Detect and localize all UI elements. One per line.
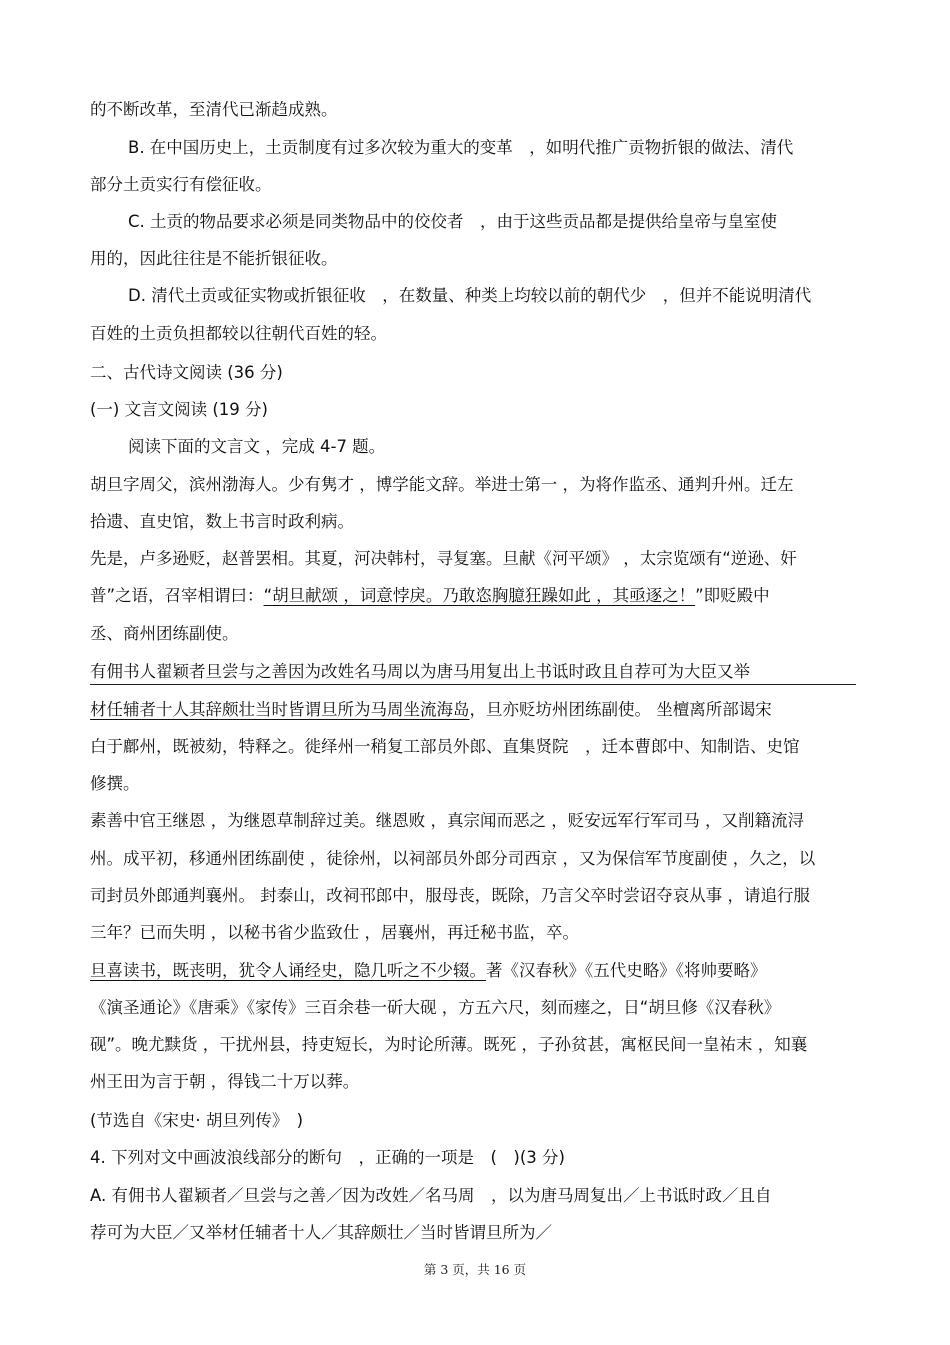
question-4-option-a: A. 有佣书人翟颖者／旦尝与之善／因为改姓／名马周 ，以为唐马周复出／上书诋时政／且自 [90, 1186, 772, 1205]
text-line: 的不断改革，至清代已渐趋成熟。 [90, 100, 338, 119]
passage-line: 州。成平初，移通州团练副使 ，徒徐州，以祠部员外郎分司西京 ，又为保信军节度副使 ，久之，以 [90, 849, 816, 868]
option-d-line: D. 清代土贡或征实物或折银征收 ，在数量、种类上均较以前的朝代少 ，但并不能说明清代 [128, 286, 812, 305]
passage-line [90, 960, 860, 982]
page-footer: 第 3 页，共 16 页 [423, 1262, 527, 1277]
text-line: 用的，因此往往是不能折银征收。 [90, 249, 338, 268]
question-4: 4. 下列对文中画波浪线部分的断句 ，正确的一项是 ( )(3 分) [90, 1148, 565, 1167]
passage-line: 《演圣通论》《唐乘》《家传》三百余巷一斫大砚 ，方五六尺，刻而瘗之，日“胡旦修《汉春秋》 [90, 998, 781, 1017]
passage-line [90, 585, 860, 607]
passage-line: 州王田为言于朝 ，得钱二十万以葬。 [90, 1072, 360, 1091]
text-line: 百姓的土贡负担都较以往朝代百姓的轻。 [90, 324, 387, 343]
wavy-passage-line [90, 699, 860, 721]
passage-segment: 著《汉春秋》《五代史略》《将帅要略》 [486, 961, 767, 980]
passage-line: 胡旦字周父，滨州渤海人。少有隽才 ，博学能文辞。举进士第一 ，为将作监丞、通判升州。迁左 [90, 475, 794, 494]
underlined-sentence: 旦喜读书，既丧明，犹令人诵经史，隐几听之不少辍。 [90, 961, 486, 980]
option-b-line: B. 在中国历史上，土贡制度有过多次较为重大的变革 ，如明代推广贡物折银的做法、清代 [128, 138, 794, 157]
passage-line: 丞、商州团练副使。 [90, 624, 239, 643]
option-c-line: C. 土贡的物品要求必须是同类物品中的佼佼者 ，由于这些贡品都是提供给皇帝与皇室使 [128, 212, 778, 231]
passage-line: 司封员外郎通判襄州。 封泰山，改祠邗郎中，服母丧，既除，乃言父卒时尝诏夺哀从事 ，请追行服 [90, 886, 810, 905]
question-4-option-a-cont: 荐可为大臣／又举材任辅者十人／其辞颇壮／当时皆谓旦所为／ [90, 1223, 552, 1242]
instruction-line: 阅读下面的文言文 ，完成 4-7 题。 [128, 437, 386, 456]
passage-segment: 普”之语，召宰相谓曰： [90, 586, 264, 605]
passage-line: 砚”。晚尤黩货 ，干扰州县，持吏短长，为时论所薄。既死 ，子孙贫甚，寓枢民间一皇祐末 ，知襄 [90, 1035, 808, 1054]
underlined-quote: “胡旦献颂 ，词意悖戾。乃敢恣胸臆狂躁如此 ，其亟逐之！ [263, 586, 696, 605]
passage-line: 先是，卢多逊贬，赵普罢相。其夏，河决韩村，寻复塞。旦献《河平颂》 ，太宗览颂有“逆逊、奸 [90, 549, 797, 568]
text-line: 部分土贡实行有偿征收。 [90, 175, 272, 194]
passage-line: 素善中官王继恩 ，为继恩草制辞过美。继恩败 ，真宗闻而恶之 ，贬安远军行军司马 ，又削籍流浔 [90, 811, 804, 830]
passage-line: 修撰。 [90, 774, 140, 793]
source-citation: (节选自《宋史· 胡旦列传》 ) [90, 1111, 304, 1130]
passage-segment: ”即贬殿中 [695, 586, 770, 605]
subsection-heading: (一) 文言文阅读 (19 分) [90, 400, 268, 419]
wavy-passage-line: 有佣书人翟颖者旦尝与之善因为改姓名马周以为唐马用复出上书诋时政且自荐可为大臣又举 [90, 662, 750, 681]
passage-segment: ，旦亦贬坊州团练副使。 坐檀离所部谒宋 [469, 700, 772, 719]
passage-line: 拾遗、直史馆，数上书言时政利病。 [90, 512, 354, 531]
passage-line: 三年？已而失明 ，以秘书省少监致仕 ，居襄州，再迁秘书监，卒。 [90, 923, 579, 942]
section-heading: 二、古代诗文阅读 (36 分) [90, 363, 283, 382]
passage-line: 白于鄜州，既被劾，特释之。徙绎州一稍复工部员外郎、直集贤院 ，迁本曹郎中、知制诰、史馆 [90, 737, 800, 756]
wavy-segment: 材任辅者十人其辞颇壮当时皆谓旦所为马周坐流海岛 [90, 700, 470, 719]
